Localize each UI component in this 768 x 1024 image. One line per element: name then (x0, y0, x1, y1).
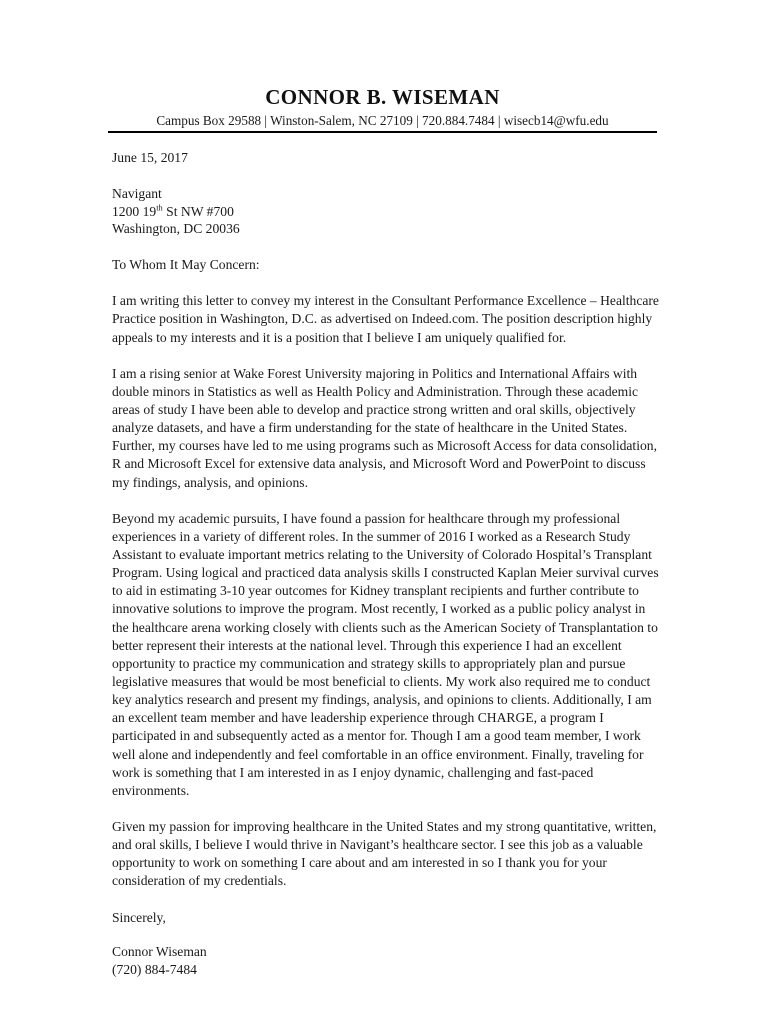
letterhead-contact-line: Campus Box 29588 | Winston-Salem, NC 27109 | 720.884.7484 | wisecb14@wfu.edu (156, 113, 609, 129)
signature-name: Connor Wiseman (112, 943, 207, 959)
letter-date: June 15, 2017 (112, 150, 188, 165)
recipient-street (112, 203, 660, 221)
spacer (112, 274, 660, 292)
letterhead (108, 86, 657, 141)
letter-body (112, 149, 660, 979)
letter-paragraph-3: Beyond my academic pursuits, I have found a passion for healthcare through my professional experiences in a variety of different roles. In the summer of 2016 I worked as a Research Study Assistant to evaluate important metrics relating to the University of Colorado Hospital’s Transplant Program. Using logical and practiced data analysis skills I constructed Kaplan Meier survival curves to aid in estimating 3-10 year outcomes for Kidney transplant recipients and further contribute to innovative solutions to improve the program. Most recently, I worked as a public policy analyst in the healthcare arena working closely with clients such as the American Society of Transplantation to better represent their interests at the national level. Through this experience I had an excellent opportunity to practice my communication and strategy skills to appropriately plan and pursue legislative measures that would be most beneficial to clients. My work also required me to conduct key analytics research and present my findings, analysis, and opinions to clients. Additionally, I am an excellent team member and have leadership experience through CHARGE, a program I participated in and subsequently acted as a mentor for. Though I am a good team member, I work well alone and independently and feel comfortable in an office environment. Finally, traveling for work is something that I am interested in as I enjoy dynamic, challenging and fast-paced environments. (112, 510, 659, 798)
recipient-city-state-zip: Washington, DC 20036 (112, 221, 240, 237)
recipient-address (112, 185, 660, 238)
recipient-street-prefix: 1200 19 (112, 203, 157, 219)
signature-phone: (720) 884-7484 (112, 961, 197, 977)
letter-salutation: To Whom It May Concern: (112, 257, 260, 273)
spacer (112, 927, 660, 943)
recipient-street-suffix: St NW #700 (162, 203, 234, 219)
spacer (112, 238, 660, 256)
letterhead-name: CONNOR B. WISEMAN (265, 85, 500, 109)
letterhead-divider (108, 131, 657, 133)
letter-closing: Sincerely, (112, 909, 166, 925)
letter-paragraph-4: Given my passion for improving healthcare in the United States and my strong quantitative, written, and oral skills, I believe I would thrive in Navigant’s healthcare sector. I see this job as a valuable opportunity to work on something I care about and am interested in so I thank you for your consideration of my credentials. (112, 818, 657, 889)
spacer (112, 167, 660, 185)
recipient-company: Navigant (112, 186, 162, 202)
letter-paragraph-1: I am writing this letter to convey my interest in the Consultant Performance Excellence – Healthcare Practice position in Washington, D.C. as advertised on Indeed.com. The position description highly appeals to my interests and it is a position that I believe I am uniquely qualified for. (112, 293, 659, 345)
recipient-street-ordinal: th (156, 202, 163, 213)
signature-block (112, 943, 660, 979)
letter-paragraph-2: I am a rising senior at Wake Forest University majoring in Politics and International Affairs with double minors in Statistics as well as Health Policy and Administration. Through these academic areas of study I have been able to develop and practice strong written and oral skills, objectively analyze datasets, and have a firm understanding for the state of healthcare in the United States. Further, my courses have led to me using programs such as Microsoft Access for data consolidation, R and Microsoft Excel for extensive data analysis, and Microsoft Word and PowerPoint to discuss my findings, analysis, and opinions. (112, 365, 657, 490)
